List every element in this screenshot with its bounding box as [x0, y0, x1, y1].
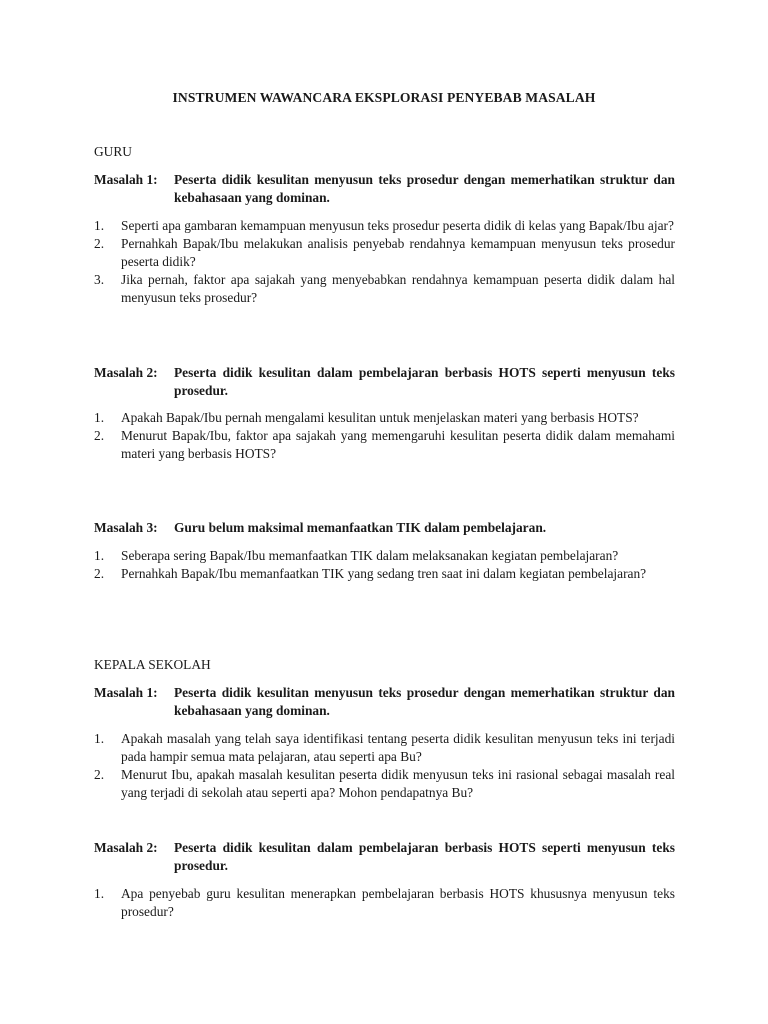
question-number: 1.: [94, 410, 105, 425]
question-number: 1.: [94, 886, 105, 901]
question-list: [94, 409, 675, 463]
problem-heading: [94, 364, 675, 400]
question-list: [94, 217, 675, 307]
problem-label: Masalah 3:: [94, 520, 158, 535]
list-item: [94, 235, 675, 271]
problem-label: Masalah 1:: [94, 685, 158, 700]
question-number: 3.: [94, 272, 105, 287]
problem-text: Peserta didik kesulitan dalam pembelajaran berbasis HOTS seperti menyusun teks prosedur.: [174, 365, 675, 398]
list-item: [94, 409, 675, 427]
question-number: 2.: [94, 767, 105, 782]
problem-text: Guru belum maksimal memanfaatkan TIK dalam pembelajaran.: [174, 520, 547, 535]
question-text: Pernahkah Bapak/Ibu melakukan analisis penyebab rendahnya kemampuan menyusun teks prosedur peserta didik?: [121, 236, 675, 269]
question-text: Jika pernah, faktor apa sajakah yang menyebabkan rendahnya kemampuan peserta didik dalam hal menyusun teks prosedur?: [121, 272, 675, 305]
problem-label: Masalah 2:: [94, 840, 158, 855]
question-number: 1.: [94, 218, 105, 233]
question-number: 2.: [94, 428, 105, 443]
list-item: [94, 427, 675, 463]
document-title: INSTRUMEN WAWANCARA EKSPLORASI PENYEBAB MASALAH: [172, 90, 596, 105]
section-label-guru: GURU: [94, 144, 132, 159]
question-number: 1.: [94, 548, 105, 563]
question-text: Pernahkah Bapak/Ibu memanfaatkan TIK yang sedang tren saat ini dalam kegiatan pembelajaran?: [121, 566, 647, 581]
problem-heading: [94, 684, 675, 720]
list-item: [94, 766, 675, 802]
problem-label: Masalah 2:: [94, 365, 158, 380]
problem-label: Masalah 1:: [94, 172, 158, 187]
problem-text: Peserta didik kesulitan dalam pembelajaran berbasis HOTS seperti menyusun teks prosedur.: [174, 840, 675, 873]
question-list: [94, 885, 675, 921]
question-text: Apa penyebab guru kesulitan menerapkan pembelajaran berbasis HOTS khususnya menyusun teks prosedur?: [121, 886, 675, 919]
list-item: [94, 271, 675, 307]
problem-text: Peserta didik kesulitan menyusun teks prosedur dengan memerhatikan struktur dan kebahasaan yang dominan.: [174, 685, 675, 718]
question-list: [94, 547, 675, 583]
question-text: Apakah masalah yang telah saya identifikasi tentang peserta didik kesulitan menyusun teks ini terjadi pada hampir semua mata pelajaran, atau seperti apa Bu?: [121, 731, 675, 764]
problem-heading: [94, 839, 675, 875]
question-text: Menurut Bapak/Ibu, faktor apa sajakah yang memengaruhi kesulitan peserta didik dalam memahami materi yang berbasis HOTS?: [121, 428, 675, 461]
list-item: [94, 565, 675, 583]
question-number: 1.: [94, 731, 105, 746]
problem-heading: [94, 171, 675, 207]
question-text: Seberapa sering Bapak/Ibu memanfaatkan TIK dalam melaksanakan kegiatan pembelajaran?: [121, 548, 619, 563]
list-item: [94, 730, 675, 766]
question-list: [94, 730, 675, 802]
question-number: 2.: [94, 566, 105, 581]
problem-text: Peserta didik kesulitan menyusun teks prosedur dengan memerhatikan struktur dan kebahasaan yang dominan.: [174, 172, 675, 205]
section-label-kepala-sekolah: KEPALA SEKOLAH: [94, 657, 211, 672]
question-number: 2.: [94, 236, 105, 251]
list-item: [94, 217, 675, 235]
problem-heading: [94, 519, 675, 537]
list-item: [94, 547, 675, 565]
question-text: Apakah Bapak/Ibu pernah mengalami kesulitan untuk menjelaskan materi yang berbasis HOTS?: [121, 410, 639, 425]
question-text: Seperti apa gambaran kemampuan menyusun teks prosedur peserta didik di kelas yang Bapak/Ibu ajar?: [121, 218, 674, 233]
question-text: Menurut Ibu, apakah masalah kesulitan peserta didik menyusun teks ini rasional sebagai masalah real yang terjadi di sekolah atau seperti apa? Mohon pendapatnya Bu?: [121, 767, 675, 800]
list-item: [94, 885, 675, 921]
